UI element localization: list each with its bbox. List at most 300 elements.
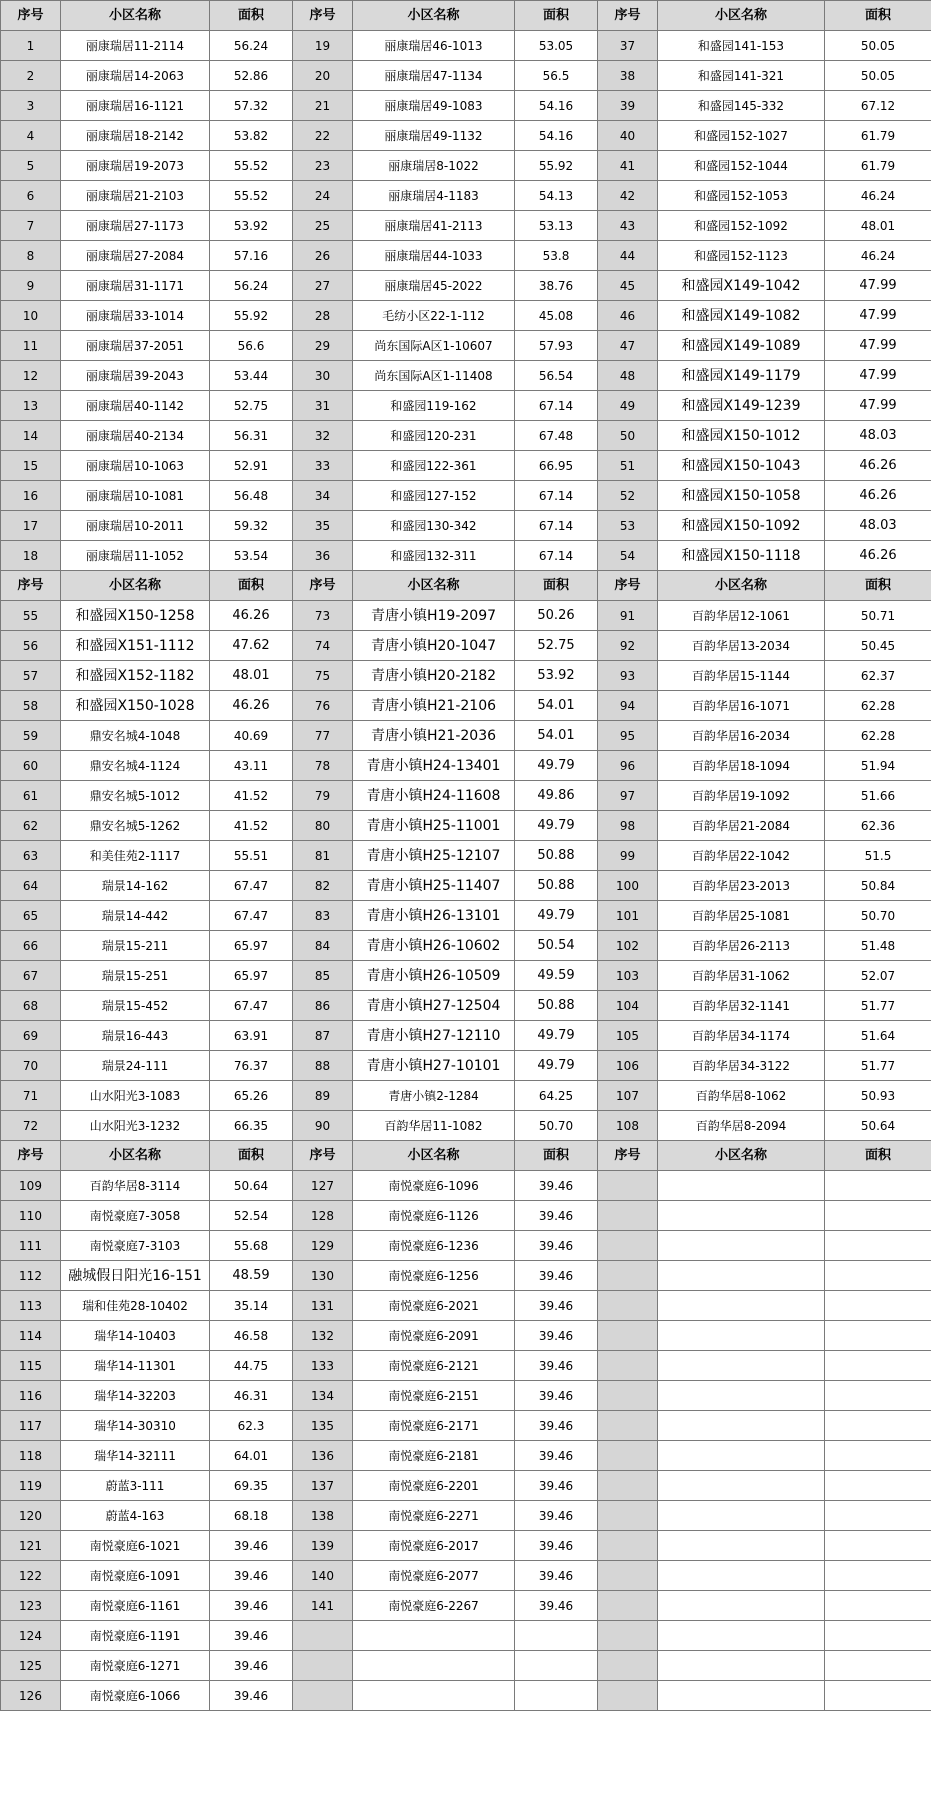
index-cell (598, 1321, 658, 1351)
area-cell: 52.86 (210, 61, 293, 91)
community-name-cell: 南悦豪庭6-1161 (61, 1591, 210, 1621)
area-cell: 52.75 (210, 391, 293, 421)
index-cell: 23 (293, 151, 353, 181)
community-name-cell: 南悦豪庭6-1236 (353, 1231, 515, 1261)
community-name-cell: 瑞景14-442 (61, 901, 210, 931)
community-name-cell: 丽康瑞居27-1173 (61, 211, 210, 241)
area-cell: 53.05 (515, 31, 598, 61)
community-name-cell: 瑞和佳苑28-10402 (61, 1291, 210, 1321)
community-name-cell: 青唐小镇H25-12107 (353, 841, 515, 871)
area-cell: 39.46 (515, 1561, 598, 1591)
index-cell: 61 (1, 781, 61, 811)
table-row (1, 751, 931, 781)
community-name-cell: 和盛园X150-1092 (658, 511, 825, 541)
index-cell: 129 (293, 1231, 353, 1261)
table-row (1, 241, 931, 271)
table-row (1, 61, 931, 91)
index-cell: 73 (293, 601, 353, 631)
area-cell: 43.11 (210, 751, 293, 781)
area-cell: 53.13 (515, 211, 598, 241)
area-cell: 67.12 (825, 91, 931, 121)
area-cell (515, 1651, 598, 1681)
index-cell: 104 (598, 991, 658, 1021)
community-name-cell: 瑞景24-111 (61, 1051, 210, 1081)
header-area: 面积 (210, 1141, 293, 1171)
area-cell: 39.46 (515, 1201, 598, 1231)
community-name-cell: 尚东国际A区1-10607 (353, 331, 515, 361)
community-name-cell: 融城假日阳光16-151 (61, 1261, 210, 1291)
community-name-cell: 和盛园141-153 (658, 31, 825, 61)
index-cell (598, 1441, 658, 1471)
area-cell: 49.79 (515, 751, 598, 781)
area-cell: 50.26 (515, 601, 598, 631)
table-row (1, 601, 931, 631)
community-name-cell: 丽康瑞居40-1142 (61, 391, 210, 421)
area-cell: 49.59 (515, 961, 598, 991)
area-cell: 51.48 (825, 931, 931, 961)
area-cell: 64.01 (210, 1441, 293, 1471)
community-name-cell: 鼎安名城4-1048 (61, 721, 210, 751)
index-cell: 79 (293, 781, 353, 811)
area-cell: 39.46 (515, 1591, 598, 1621)
index-cell: 124 (1, 1621, 61, 1651)
community-name-cell: 丽康瑞居45-2022 (353, 271, 515, 301)
table-row (1, 841, 931, 871)
table-row (1, 421, 931, 451)
area-cell (825, 1231, 931, 1261)
index-cell: 133 (293, 1351, 353, 1381)
area-cell: 47.99 (825, 271, 931, 301)
community-name-cell: 南悦豪庭6-2201 (353, 1471, 515, 1501)
index-cell: 49 (598, 391, 658, 421)
index-cell: 25 (293, 211, 353, 241)
index-cell: 83 (293, 901, 353, 931)
community-name-cell: 瑞华14-30310 (61, 1411, 210, 1441)
community-name-cell (658, 1411, 825, 1441)
community-name-cell: 山水阳光3-1232 (61, 1111, 210, 1141)
community-name-cell (658, 1591, 825, 1621)
area-cell: 49.79 (515, 1051, 598, 1081)
area-cell: 47.99 (825, 331, 931, 361)
table-row (1, 1351, 931, 1381)
index-cell: 105 (598, 1021, 658, 1051)
index-cell: 62 (1, 811, 61, 841)
area-cell: 46.24 (825, 181, 931, 211)
area-cell (825, 1531, 931, 1561)
area-cell: 50.45 (825, 631, 931, 661)
community-name-cell: 和盛园152-1123 (658, 241, 825, 271)
index-cell (598, 1471, 658, 1501)
index-cell: 71 (1, 1081, 61, 1111)
area-cell: 56.48 (210, 481, 293, 511)
community-name-cell: 丽康瑞居8-1022 (353, 151, 515, 181)
index-cell: 7 (1, 211, 61, 241)
community-name-cell: 和盛园X149-1089 (658, 331, 825, 361)
index-cell: 103 (598, 961, 658, 991)
index-cell: 65 (1, 901, 61, 931)
index-cell (598, 1501, 658, 1531)
community-name-cell: 百韵华居22-1042 (658, 841, 825, 871)
community-name-cell: 青唐小镇H24-11608 (353, 781, 515, 811)
area-cell: 47.99 (825, 361, 931, 391)
area-cell: 55.92 (515, 151, 598, 181)
community-name-cell: 和盛园145-332 (658, 91, 825, 121)
index-cell: 78 (293, 751, 353, 781)
index-cell: 95 (598, 721, 658, 751)
area-cell: 57.32 (210, 91, 293, 121)
index-cell: 126 (1, 1681, 61, 1711)
table-row (1, 1051, 931, 1081)
area-cell: 67.14 (515, 511, 598, 541)
index-cell: 26 (293, 241, 353, 271)
index-cell: 11 (1, 331, 61, 361)
index-cell: 32 (293, 421, 353, 451)
index-cell: 14 (1, 421, 61, 451)
table-row (1, 1531, 931, 1561)
community-name-cell (353, 1651, 515, 1681)
area-cell: 62.28 (825, 691, 931, 721)
index-cell (598, 1261, 658, 1291)
community-name-cell: 南悦豪庭6-2151 (353, 1381, 515, 1411)
index-cell: 60 (1, 751, 61, 781)
area-cell: 69.35 (210, 1471, 293, 1501)
area-cell: 53.44 (210, 361, 293, 391)
area-cell: 56.54 (515, 361, 598, 391)
community-name-cell: 百韵华居25-1081 (658, 901, 825, 931)
community-name-cell: 丽康瑞居40-2134 (61, 421, 210, 451)
area-cell: 51.77 (825, 991, 931, 1021)
community-name-cell: 蔚蓝3-111 (61, 1471, 210, 1501)
index-cell: 77 (293, 721, 353, 751)
area-cell: 50.54 (515, 931, 598, 961)
community-name-cell (353, 1621, 515, 1651)
community-name-cell: 丽康瑞居37-2051 (61, 331, 210, 361)
index-cell: 108 (598, 1111, 658, 1141)
community-name-cell: 青唐小镇H27-12504 (353, 991, 515, 1021)
community-name-cell: 百韵华居16-2034 (658, 721, 825, 751)
index-cell (598, 1531, 658, 1561)
table-row (1, 121, 931, 151)
community-name-cell: 和盛园X150-1028 (61, 691, 210, 721)
index-cell: 2 (1, 61, 61, 91)
community-name-cell: 青唐小镇H21-2036 (353, 721, 515, 751)
community-name-cell: 南悦豪庭6-2021 (353, 1291, 515, 1321)
area-cell: 39.46 (210, 1561, 293, 1591)
table-row (1, 1321, 931, 1351)
table-row (1, 481, 931, 511)
community-name-cell: 百韵华居11-1082 (353, 1111, 515, 1141)
area-cell: 48.01 (210, 661, 293, 691)
index-cell: 18 (1, 541, 61, 571)
community-name-cell: 百韵华居21-2084 (658, 811, 825, 841)
header-community-name: 小区名称 (658, 1, 825, 31)
index-cell (598, 1651, 658, 1681)
area-cell (825, 1441, 931, 1471)
area-cell: 46.26 (210, 691, 293, 721)
community-name-cell: 毛纺小区22-1-112 (353, 301, 515, 331)
area-cell: 65.97 (210, 931, 293, 961)
community-name-cell: 青唐小镇H25-11407 (353, 871, 515, 901)
community-name-cell: 瑞华14-32203 (61, 1381, 210, 1411)
table-row (1, 541, 931, 571)
area-cell: 39.46 (515, 1321, 598, 1351)
table-row (1, 31, 931, 61)
table-row (1, 181, 931, 211)
area-cell: 55.52 (210, 181, 293, 211)
area-cell: 55.51 (210, 841, 293, 871)
index-cell: 48 (598, 361, 658, 391)
community-name-cell: 和盛园X151-1112 (61, 631, 210, 661)
community-name-cell (353, 1681, 515, 1711)
community-name-cell (658, 1351, 825, 1381)
area-cell: 39.46 (210, 1591, 293, 1621)
community-name-cell: 和盛园122-361 (353, 451, 515, 481)
table-row (1, 91, 931, 121)
index-cell: 67 (1, 961, 61, 991)
area-cell (825, 1471, 931, 1501)
community-name-cell: 丽康瑞居10-1063 (61, 451, 210, 481)
index-cell: 139 (293, 1531, 353, 1561)
index-cell: 47 (598, 331, 658, 361)
community-name-cell: 丽康瑞居10-2011 (61, 511, 210, 541)
area-cell: 39.46 (515, 1261, 598, 1291)
index-cell: 55 (1, 601, 61, 631)
community-name-cell (658, 1471, 825, 1501)
index-cell: 119 (1, 1471, 61, 1501)
community-name-cell (658, 1291, 825, 1321)
header-area: 面积 (515, 571, 598, 601)
community-name-cell: 青唐小镇H27-10101 (353, 1051, 515, 1081)
area-cell: 35.14 (210, 1291, 293, 1321)
index-cell (293, 1681, 353, 1711)
header-index: 序号 (1, 1141, 61, 1171)
area-cell: 51.64 (825, 1021, 931, 1051)
community-name-cell: 南悦豪庭6-2267 (353, 1591, 515, 1621)
index-cell: 96 (598, 751, 658, 781)
area-cell: 64.25 (515, 1081, 598, 1111)
index-cell: 63 (1, 841, 61, 871)
area-cell: 67.47 (210, 871, 293, 901)
area-cell: 45.08 (515, 301, 598, 331)
community-name-cell: 和盛园X150-1118 (658, 541, 825, 571)
header-community-name: 小区名称 (658, 1141, 825, 1171)
area-cell: 50.64 (210, 1171, 293, 1201)
index-cell: 24 (293, 181, 353, 211)
table-row (1, 691, 931, 721)
community-name-cell (658, 1651, 825, 1681)
area-cell: 63.91 (210, 1021, 293, 1051)
community-name-cell: 南悦豪庭6-2271 (353, 1501, 515, 1531)
community-name-cell: 百韵华居34-1174 (658, 1021, 825, 1051)
table-row (1, 1501, 931, 1531)
table-row (1, 781, 931, 811)
area-cell: 61.79 (825, 151, 931, 181)
community-name-cell: 和盛园141-321 (658, 61, 825, 91)
community-name-cell (658, 1171, 825, 1201)
community-name-cell: 和盛园152-1044 (658, 151, 825, 181)
community-name-cell: 百韵华居34-3122 (658, 1051, 825, 1081)
index-cell: 113 (1, 1291, 61, 1321)
header-community-name: 小区名称 (61, 1141, 210, 1171)
community-name-cell: 瑞景16-443 (61, 1021, 210, 1051)
community-name-cell: 百韵华居12-1061 (658, 601, 825, 631)
area-cell: 53.82 (210, 121, 293, 151)
index-cell: 121 (1, 1531, 61, 1561)
area-cell: 46.26 (825, 541, 931, 571)
community-name-cell: 和盛园152-1053 (658, 181, 825, 211)
index-cell: 74 (293, 631, 353, 661)
index-cell: 84 (293, 931, 353, 961)
area-cell (825, 1291, 931, 1321)
community-name-cell (658, 1201, 825, 1231)
area-cell: 54.13 (515, 181, 598, 211)
index-cell: 88 (293, 1051, 353, 1081)
area-cell: 53.92 (210, 211, 293, 241)
area-cell: 39.46 (515, 1351, 598, 1381)
index-cell: 9 (1, 271, 61, 301)
index-cell: 140 (293, 1561, 353, 1591)
community-name-cell: 瑞华14-32111 (61, 1441, 210, 1471)
header-index: 序号 (293, 1, 353, 31)
index-cell: 98 (598, 811, 658, 841)
community-name-cell: 南悦豪庭6-1021 (61, 1531, 210, 1561)
table-row (1, 1621, 931, 1651)
header-community-name: 小区名称 (658, 571, 825, 601)
table-row (1, 631, 931, 661)
community-name-cell (658, 1561, 825, 1591)
area-cell: 56.6 (210, 331, 293, 361)
index-cell: 66 (1, 931, 61, 961)
community-name-cell: 瑞景15-251 (61, 961, 210, 991)
index-cell: 75 (293, 661, 353, 691)
community-name-cell: 丽康瑞居10-1081 (61, 481, 210, 511)
index-cell: 89 (293, 1081, 353, 1111)
community-name-cell: 瑞华14-10403 (61, 1321, 210, 1351)
community-name-cell: 百韵华居23-2013 (658, 871, 825, 901)
index-cell (598, 1591, 658, 1621)
index-cell: 64 (1, 871, 61, 901)
community-name-cell: 和盛园X150-1258 (61, 601, 210, 631)
community-name-cell: 和美佳苑2-1117 (61, 841, 210, 871)
community-name-cell: 和盛园X150-1012 (658, 421, 825, 451)
index-cell: 1 (1, 31, 61, 61)
area-cell: 67.14 (515, 541, 598, 571)
table-row (1, 1591, 931, 1621)
area-cell: 62.37 (825, 661, 931, 691)
community-name-cell: 百韵华居16-1071 (658, 691, 825, 721)
area-cell: 56.5 (515, 61, 598, 91)
index-cell: 128 (293, 1201, 353, 1231)
area-cell: 46.31 (210, 1381, 293, 1411)
area-cell: 56.24 (210, 271, 293, 301)
table-row (1, 511, 931, 541)
table-row (1, 1561, 931, 1591)
community-name-cell: 青唐小镇H21-2106 (353, 691, 515, 721)
community-name-cell: 丽康瑞居19-2073 (61, 151, 210, 181)
index-cell: 38 (598, 61, 658, 91)
index-cell (598, 1681, 658, 1711)
index-cell: 115 (1, 1351, 61, 1381)
community-name-cell: 和盛园X149-1239 (658, 391, 825, 421)
community-name-cell: 南悦豪庭6-2091 (353, 1321, 515, 1351)
community-name-cell: 和盛园X150-1043 (658, 451, 825, 481)
index-cell: 44 (598, 241, 658, 271)
table-row (1, 1171, 931, 1201)
area-cell: 50.93 (825, 1081, 931, 1111)
table-row (1, 961, 931, 991)
table-row (1, 1651, 931, 1681)
table-row (1, 1021, 931, 1051)
index-cell: 132 (293, 1321, 353, 1351)
area-cell: 62.3 (210, 1411, 293, 1441)
community-name-cell: 和盛园152-1027 (658, 121, 825, 151)
table-row (1, 811, 931, 841)
header-row (1, 1141, 931, 1171)
community-name-cell: 青唐小镇H27-12110 (353, 1021, 515, 1051)
community-name-cell: 瑞景15-452 (61, 991, 210, 1021)
table-row (1, 901, 931, 931)
index-cell: 19 (293, 31, 353, 61)
index-cell: 86 (293, 991, 353, 1021)
area-cell: 48.59 (210, 1261, 293, 1291)
community-name-cell: 鼎安名城4-1124 (61, 751, 210, 781)
header-area: 面积 (515, 1, 598, 31)
community-name-cell (658, 1381, 825, 1411)
table-row (1, 1081, 931, 1111)
table-row (1, 211, 931, 241)
area-cell: 53.54 (210, 541, 293, 571)
index-cell: 94 (598, 691, 658, 721)
index-cell: 36 (293, 541, 353, 571)
area-cell: 39.46 (515, 1471, 598, 1501)
index-cell: 51 (598, 451, 658, 481)
community-name-cell: 南悦豪庭6-1126 (353, 1201, 515, 1231)
community-name-cell: 青唐小镇H26-10509 (353, 961, 515, 991)
area-cell: 39.46 (515, 1411, 598, 1441)
area-cell: 66.35 (210, 1111, 293, 1141)
area-cell: 53.8 (515, 241, 598, 271)
community-name-cell: 青唐小镇H19-2097 (353, 601, 515, 631)
area-cell: 67.47 (210, 901, 293, 931)
area-cell: 46.26 (825, 451, 931, 481)
index-cell: 53 (598, 511, 658, 541)
community-name-cell: 丽康瑞居49-1083 (353, 91, 515, 121)
community-name-cell: 南悦豪庭6-2171 (353, 1411, 515, 1441)
header-community-name: 小区名称 (353, 1141, 515, 1171)
community-name-cell: 丽康瑞居39-2043 (61, 361, 210, 391)
community-name-cell: 南悦豪庭6-1066 (61, 1681, 210, 1711)
header-index: 序号 (598, 1141, 658, 1171)
area-cell: 46.26 (825, 481, 931, 511)
area-cell: 50.70 (515, 1111, 598, 1141)
index-cell: 52 (598, 481, 658, 511)
community-name-cell: 丽康瑞居41-2113 (353, 211, 515, 241)
table-row (1, 1411, 931, 1441)
table-row (1, 1471, 931, 1501)
index-cell: 114 (1, 1321, 61, 1351)
community-name-cell: 南悦豪庭6-2077 (353, 1561, 515, 1591)
header-row (1, 571, 931, 601)
area-cell: 39.46 (210, 1651, 293, 1681)
community-name-cell: 和盛园X149-1042 (658, 271, 825, 301)
area-cell: 47.62 (210, 631, 293, 661)
area-cell: 62.28 (825, 721, 931, 751)
table-row (1, 1261, 931, 1291)
area-cell: 39.46 (515, 1171, 598, 1201)
community-name-cell (658, 1621, 825, 1651)
index-cell: 107 (598, 1081, 658, 1111)
area-cell: 67.48 (515, 421, 598, 451)
